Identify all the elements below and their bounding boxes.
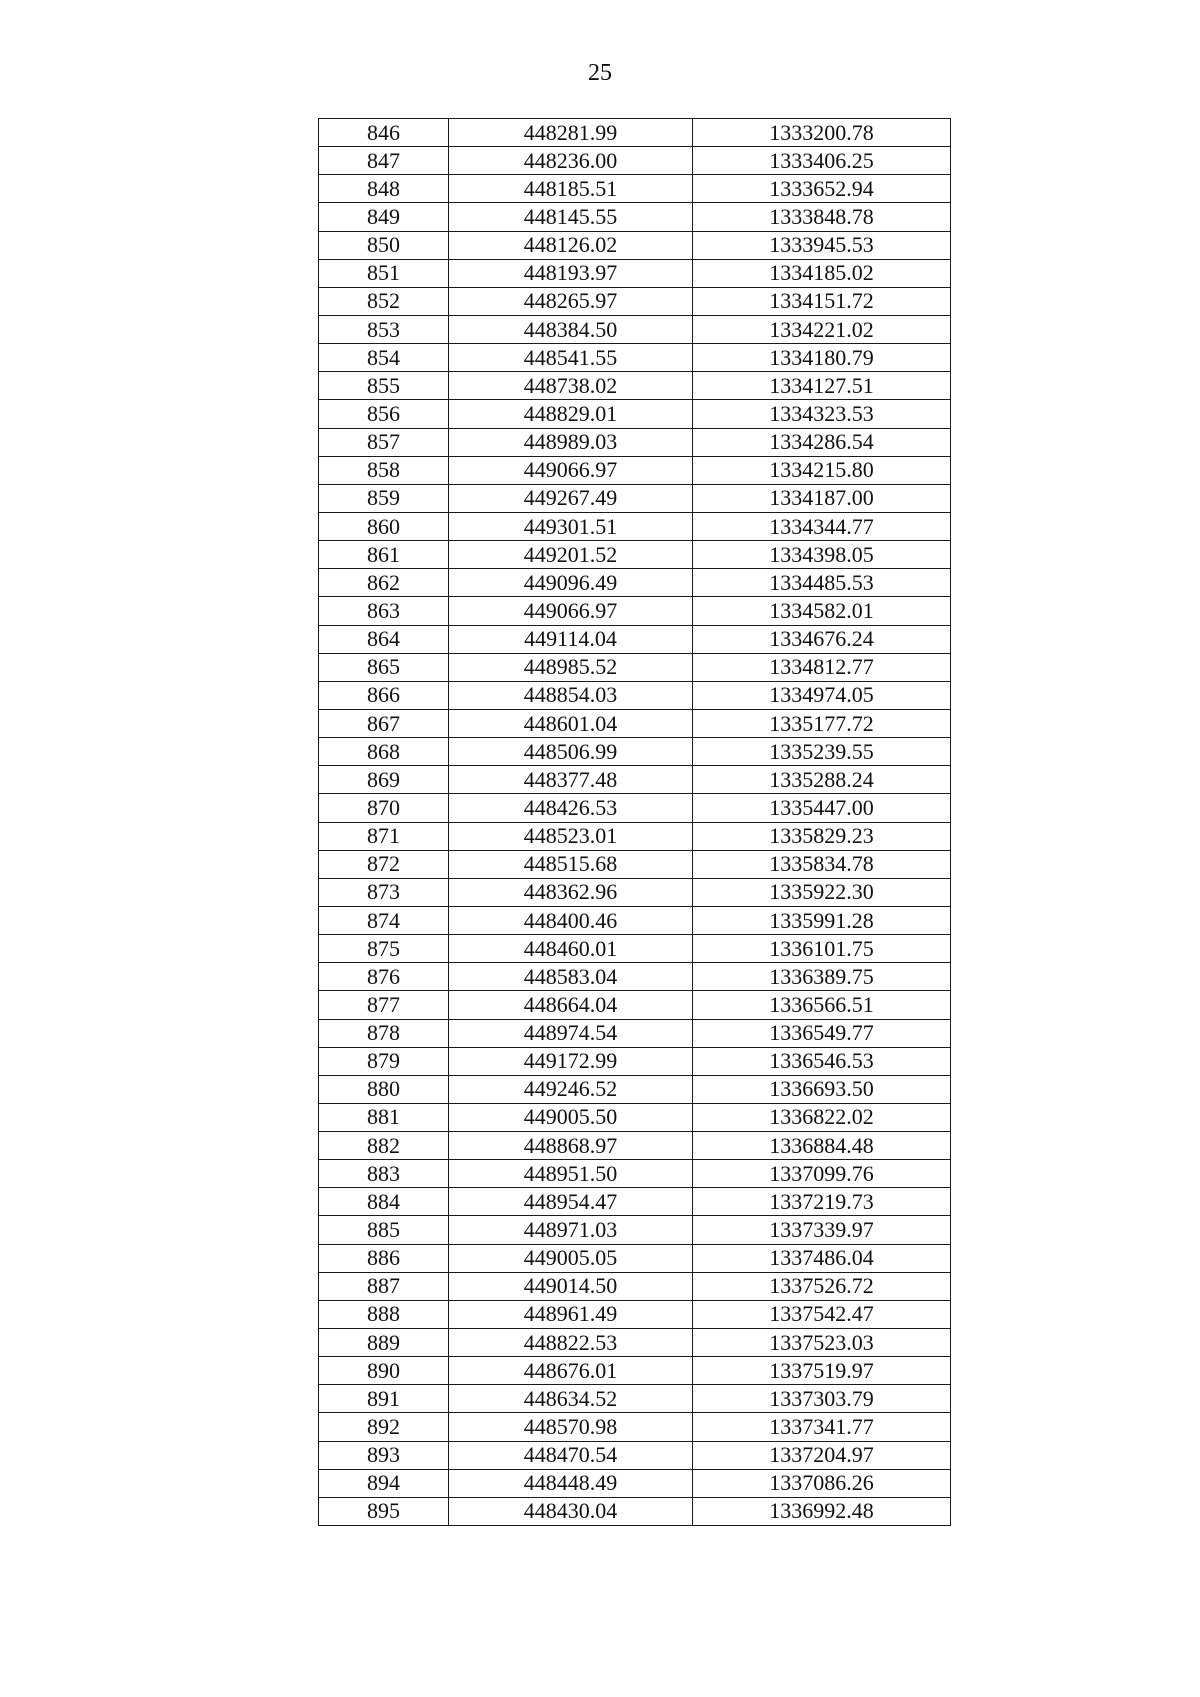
x-coordinate-cell: 449267.49 xyxy=(449,484,693,512)
x-coordinate-cell: 448126.02 xyxy=(449,231,693,259)
table-row xyxy=(319,512,951,540)
y-coordinate-cell: 1335834.78 xyxy=(693,850,951,878)
y-coordinate-cell: 1333200.78 xyxy=(693,119,951,147)
table-row xyxy=(319,1272,951,1300)
table-row xyxy=(319,766,951,794)
table-row xyxy=(319,653,951,681)
y-coordinate-cell: 1334180.79 xyxy=(693,344,951,372)
point-number-cell: 873 xyxy=(319,878,449,906)
table-row xyxy=(319,287,951,315)
x-coordinate-cell: 449172.99 xyxy=(449,1047,693,1075)
y-coordinate-cell: 1337086.26 xyxy=(693,1469,951,1497)
table-row xyxy=(319,231,951,259)
point-number-cell: 861 xyxy=(319,541,449,569)
y-coordinate-cell: 1335829.23 xyxy=(693,822,951,850)
y-coordinate-cell: 1337523.03 xyxy=(693,1329,951,1357)
table-row xyxy=(319,1329,951,1357)
y-coordinate-cell: 1337219.73 xyxy=(693,1188,951,1216)
y-coordinate-cell: 1334151.72 xyxy=(693,287,951,315)
point-number-cell: 848 xyxy=(319,175,449,203)
y-coordinate-cell: 1337519.97 xyxy=(693,1357,951,1385)
point-number-cell: 858 xyxy=(319,456,449,484)
point-number-cell: 875 xyxy=(319,935,449,963)
table-row xyxy=(319,1497,951,1525)
table-row xyxy=(319,850,951,878)
table-row xyxy=(319,681,951,709)
table-row xyxy=(319,709,951,737)
y-coordinate-cell: 1335177.72 xyxy=(693,709,951,737)
table-row xyxy=(319,1441,951,1469)
point-number-cell: 871 xyxy=(319,822,449,850)
table-row xyxy=(319,147,951,175)
x-coordinate-cell: 449201.52 xyxy=(449,541,693,569)
x-coordinate-cell: 448868.97 xyxy=(449,1132,693,1160)
point-number-cell: 855 xyxy=(319,372,449,400)
x-coordinate-cell: 448738.02 xyxy=(449,372,693,400)
y-coordinate-cell: 1337341.77 xyxy=(693,1413,951,1441)
point-number-cell: 891 xyxy=(319,1385,449,1413)
x-coordinate-cell: 449096.49 xyxy=(449,569,693,597)
y-coordinate-cell: 1334485.53 xyxy=(693,569,951,597)
x-coordinate-cell: 448961.49 xyxy=(449,1300,693,1328)
point-number-cell: 883 xyxy=(319,1160,449,1188)
point-number-cell: 894 xyxy=(319,1469,449,1497)
x-coordinate-cell: 448362.96 xyxy=(449,878,693,906)
table-row xyxy=(319,569,951,597)
point-number-cell: 878 xyxy=(319,1019,449,1047)
y-coordinate-cell: 1335447.00 xyxy=(693,794,951,822)
table-row xyxy=(319,738,951,766)
x-coordinate-cell: 449301.51 xyxy=(449,512,693,540)
y-coordinate-cell: 1335239.55 xyxy=(693,738,951,766)
x-coordinate-cell: 448974.54 xyxy=(449,1019,693,1047)
point-number-cell: 889 xyxy=(319,1329,449,1357)
x-coordinate-cell: 448971.03 xyxy=(449,1216,693,1244)
y-coordinate-cell: 1333945.53 xyxy=(693,231,951,259)
x-coordinate-cell: 448515.68 xyxy=(449,850,693,878)
y-coordinate-cell: 1336884.48 xyxy=(693,1132,951,1160)
point-number-cell: 857 xyxy=(319,428,449,456)
y-coordinate-cell: 1334323.53 xyxy=(693,400,951,428)
y-coordinate-cell: 1334974.05 xyxy=(693,681,951,709)
table-body xyxy=(319,119,951,1526)
y-coordinate-cell: 1336992.48 xyxy=(693,1497,951,1525)
table-row xyxy=(319,175,951,203)
x-coordinate-cell: 448236.00 xyxy=(449,147,693,175)
point-number-cell: 864 xyxy=(319,625,449,653)
y-coordinate-cell: 1336101.75 xyxy=(693,935,951,963)
y-coordinate-cell: 1334221.02 xyxy=(693,315,951,343)
y-coordinate-cell: 1336389.75 xyxy=(693,963,951,991)
x-coordinate-cell: 448954.47 xyxy=(449,1188,693,1216)
point-number-cell: 888 xyxy=(319,1300,449,1328)
table-row xyxy=(319,315,951,343)
table-row xyxy=(319,484,951,512)
y-coordinate-cell: 1334187.00 xyxy=(693,484,951,512)
y-coordinate-cell: 1337526.72 xyxy=(693,1272,951,1300)
point-number-cell: 890 xyxy=(319,1357,449,1385)
y-coordinate-cell: 1334185.02 xyxy=(693,259,951,287)
point-number-cell: 881 xyxy=(319,1103,449,1131)
point-number-cell: 853 xyxy=(319,315,449,343)
x-coordinate-cell: 448985.52 xyxy=(449,653,693,681)
x-coordinate-cell: 448145.55 xyxy=(449,203,693,231)
table-row xyxy=(319,991,951,1019)
table-row xyxy=(319,597,951,625)
y-coordinate-cell: 1337099.76 xyxy=(693,1160,951,1188)
y-coordinate-cell: 1335922.30 xyxy=(693,878,951,906)
point-number-cell: 846 xyxy=(319,119,449,147)
x-coordinate-cell: 448384.50 xyxy=(449,315,693,343)
y-coordinate-cell: 1336549.77 xyxy=(693,1019,951,1047)
table-row xyxy=(319,1216,951,1244)
table-row xyxy=(319,259,951,287)
point-number-cell: 892 xyxy=(319,1413,449,1441)
x-coordinate-cell: 448989.03 xyxy=(449,428,693,456)
table-row xyxy=(319,1019,951,1047)
point-number-cell: 847 xyxy=(319,147,449,175)
point-number-cell: 860 xyxy=(319,512,449,540)
point-number-cell: 882 xyxy=(319,1132,449,1160)
table-row xyxy=(319,1385,951,1413)
point-number-cell: 872 xyxy=(319,850,449,878)
point-number-cell: 862 xyxy=(319,569,449,597)
table-row xyxy=(319,1300,951,1328)
x-coordinate-cell: 448426.53 xyxy=(449,794,693,822)
table-row xyxy=(319,203,951,231)
x-coordinate-cell: 448829.01 xyxy=(449,400,693,428)
table-row xyxy=(319,344,951,372)
point-number-cell: 893 xyxy=(319,1441,449,1469)
point-number-cell: 870 xyxy=(319,794,449,822)
point-number-cell: 865 xyxy=(319,653,449,681)
x-coordinate-cell: 448448.49 xyxy=(449,1469,693,1497)
y-coordinate-cell: 1333652.94 xyxy=(693,175,951,203)
y-coordinate-cell: 1334127.51 xyxy=(693,372,951,400)
coordinates-table xyxy=(318,118,951,1526)
page-number: 25 xyxy=(588,60,612,86)
point-number-cell: 869 xyxy=(319,766,449,794)
x-coordinate-cell: 448430.04 xyxy=(449,1497,693,1525)
y-coordinate-cell: 1333406.25 xyxy=(693,147,951,175)
table-row xyxy=(319,1413,951,1441)
point-number-cell: 895 xyxy=(319,1497,449,1525)
table-row xyxy=(319,428,951,456)
y-coordinate-cell: 1336546.53 xyxy=(693,1047,951,1075)
point-number-cell: 885 xyxy=(319,1216,449,1244)
y-coordinate-cell: 1333848.78 xyxy=(693,203,951,231)
point-number-cell: 876 xyxy=(319,963,449,991)
table-row xyxy=(319,878,951,906)
table-row xyxy=(319,1075,951,1103)
table-row xyxy=(319,906,951,934)
point-number-cell: 854 xyxy=(319,344,449,372)
x-coordinate-cell: 449066.97 xyxy=(449,597,693,625)
x-coordinate-cell: 448541.55 xyxy=(449,344,693,372)
x-coordinate-cell: 448523.01 xyxy=(449,822,693,850)
x-coordinate-cell: 448676.01 xyxy=(449,1357,693,1385)
x-coordinate-cell: 448634.52 xyxy=(449,1385,693,1413)
point-number-cell: 866 xyxy=(319,681,449,709)
table-row xyxy=(319,1160,951,1188)
y-coordinate-cell: 1337486.04 xyxy=(693,1244,951,1272)
x-coordinate-cell: 448470.54 xyxy=(449,1441,693,1469)
x-coordinate-cell: 448281.99 xyxy=(449,119,693,147)
point-number-cell: 856 xyxy=(319,400,449,428)
y-coordinate-cell: 1334398.05 xyxy=(693,541,951,569)
y-coordinate-cell: 1334812.77 xyxy=(693,653,951,681)
table-row xyxy=(319,541,951,569)
x-coordinate-cell: 448854.03 xyxy=(449,681,693,709)
x-coordinate-cell: 448185.51 xyxy=(449,175,693,203)
x-coordinate-cell: 448400.46 xyxy=(449,906,693,934)
point-number-cell: 867 xyxy=(319,709,449,737)
x-coordinate-cell: 449066.97 xyxy=(449,456,693,484)
y-coordinate-cell: 1337204.97 xyxy=(693,1441,951,1469)
x-coordinate-cell: 448460.01 xyxy=(449,935,693,963)
x-coordinate-cell: 448506.99 xyxy=(449,738,693,766)
table-row xyxy=(319,119,951,147)
y-coordinate-cell: 1336566.51 xyxy=(693,991,951,1019)
point-number-cell: 884 xyxy=(319,1188,449,1216)
table-row xyxy=(319,822,951,850)
y-coordinate-cell: 1334286.54 xyxy=(693,428,951,456)
x-coordinate-cell: 448583.04 xyxy=(449,963,693,991)
table-row xyxy=(319,963,951,991)
table-row xyxy=(319,1188,951,1216)
point-number-cell: 874 xyxy=(319,906,449,934)
table-row xyxy=(319,1103,951,1131)
table-row xyxy=(319,1244,951,1272)
x-coordinate-cell: 449114.04 xyxy=(449,625,693,653)
point-number-cell: 851 xyxy=(319,259,449,287)
point-number-cell: 868 xyxy=(319,738,449,766)
point-number-cell: 877 xyxy=(319,991,449,1019)
point-number-cell: 880 xyxy=(319,1075,449,1103)
x-coordinate-cell: 448193.97 xyxy=(449,259,693,287)
point-number-cell: 859 xyxy=(319,484,449,512)
y-coordinate-cell: 1336822.02 xyxy=(693,1103,951,1131)
y-coordinate-cell: 1335288.24 xyxy=(693,766,951,794)
x-coordinate-cell: 449014.50 xyxy=(449,1272,693,1300)
x-coordinate-cell: 448265.97 xyxy=(449,287,693,315)
table-row xyxy=(319,1357,951,1385)
table-row xyxy=(319,625,951,653)
x-coordinate-cell: 448377.48 xyxy=(449,766,693,794)
table-row xyxy=(319,1047,951,1075)
x-coordinate-cell: 448822.53 xyxy=(449,1329,693,1357)
x-coordinate-cell: 448570.98 xyxy=(449,1413,693,1441)
point-number-cell: 850 xyxy=(319,231,449,259)
table-row xyxy=(319,935,951,963)
x-coordinate-cell: 449005.50 xyxy=(449,1103,693,1131)
table-row xyxy=(319,456,951,484)
x-coordinate-cell: 448664.04 xyxy=(449,991,693,1019)
point-number-cell: 863 xyxy=(319,597,449,625)
x-coordinate-cell: 448601.04 xyxy=(449,709,693,737)
y-coordinate-cell: 1334676.24 xyxy=(693,625,951,653)
y-coordinate-cell: 1337303.79 xyxy=(693,1385,951,1413)
y-coordinate-cell: 1337542.47 xyxy=(693,1300,951,1328)
x-coordinate-cell: 448951.50 xyxy=(449,1160,693,1188)
y-coordinate-cell: 1336693.50 xyxy=(693,1075,951,1103)
y-coordinate-cell: 1337339.97 xyxy=(693,1216,951,1244)
table-row xyxy=(319,400,951,428)
table-row xyxy=(319,794,951,822)
point-number-cell: 886 xyxy=(319,1244,449,1272)
table-row xyxy=(319,1469,951,1497)
point-number-cell: 852 xyxy=(319,287,449,315)
point-number-cell: 849 xyxy=(319,203,449,231)
y-coordinate-cell: 1334344.77 xyxy=(693,512,951,540)
point-number-cell: 887 xyxy=(319,1272,449,1300)
table-row xyxy=(319,1132,951,1160)
x-coordinate-cell: 449246.52 xyxy=(449,1075,693,1103)
point-number-cell: 879 xyxy=(319,1047,449,1075)
y-coordinate-cell: 1335991.28 xyxy=(693,906,951,934)
x-coordinate-cell: 449005.05 xyxy=(449,1244,693,1272)
table-row xyxy=(319,372,951,400)
y-coordinate-cell: 1334582.01 xyxy=(693,597,951,625)
y-coordinate-cell: 1334215.80 xyxy=(693,456,951,484)
